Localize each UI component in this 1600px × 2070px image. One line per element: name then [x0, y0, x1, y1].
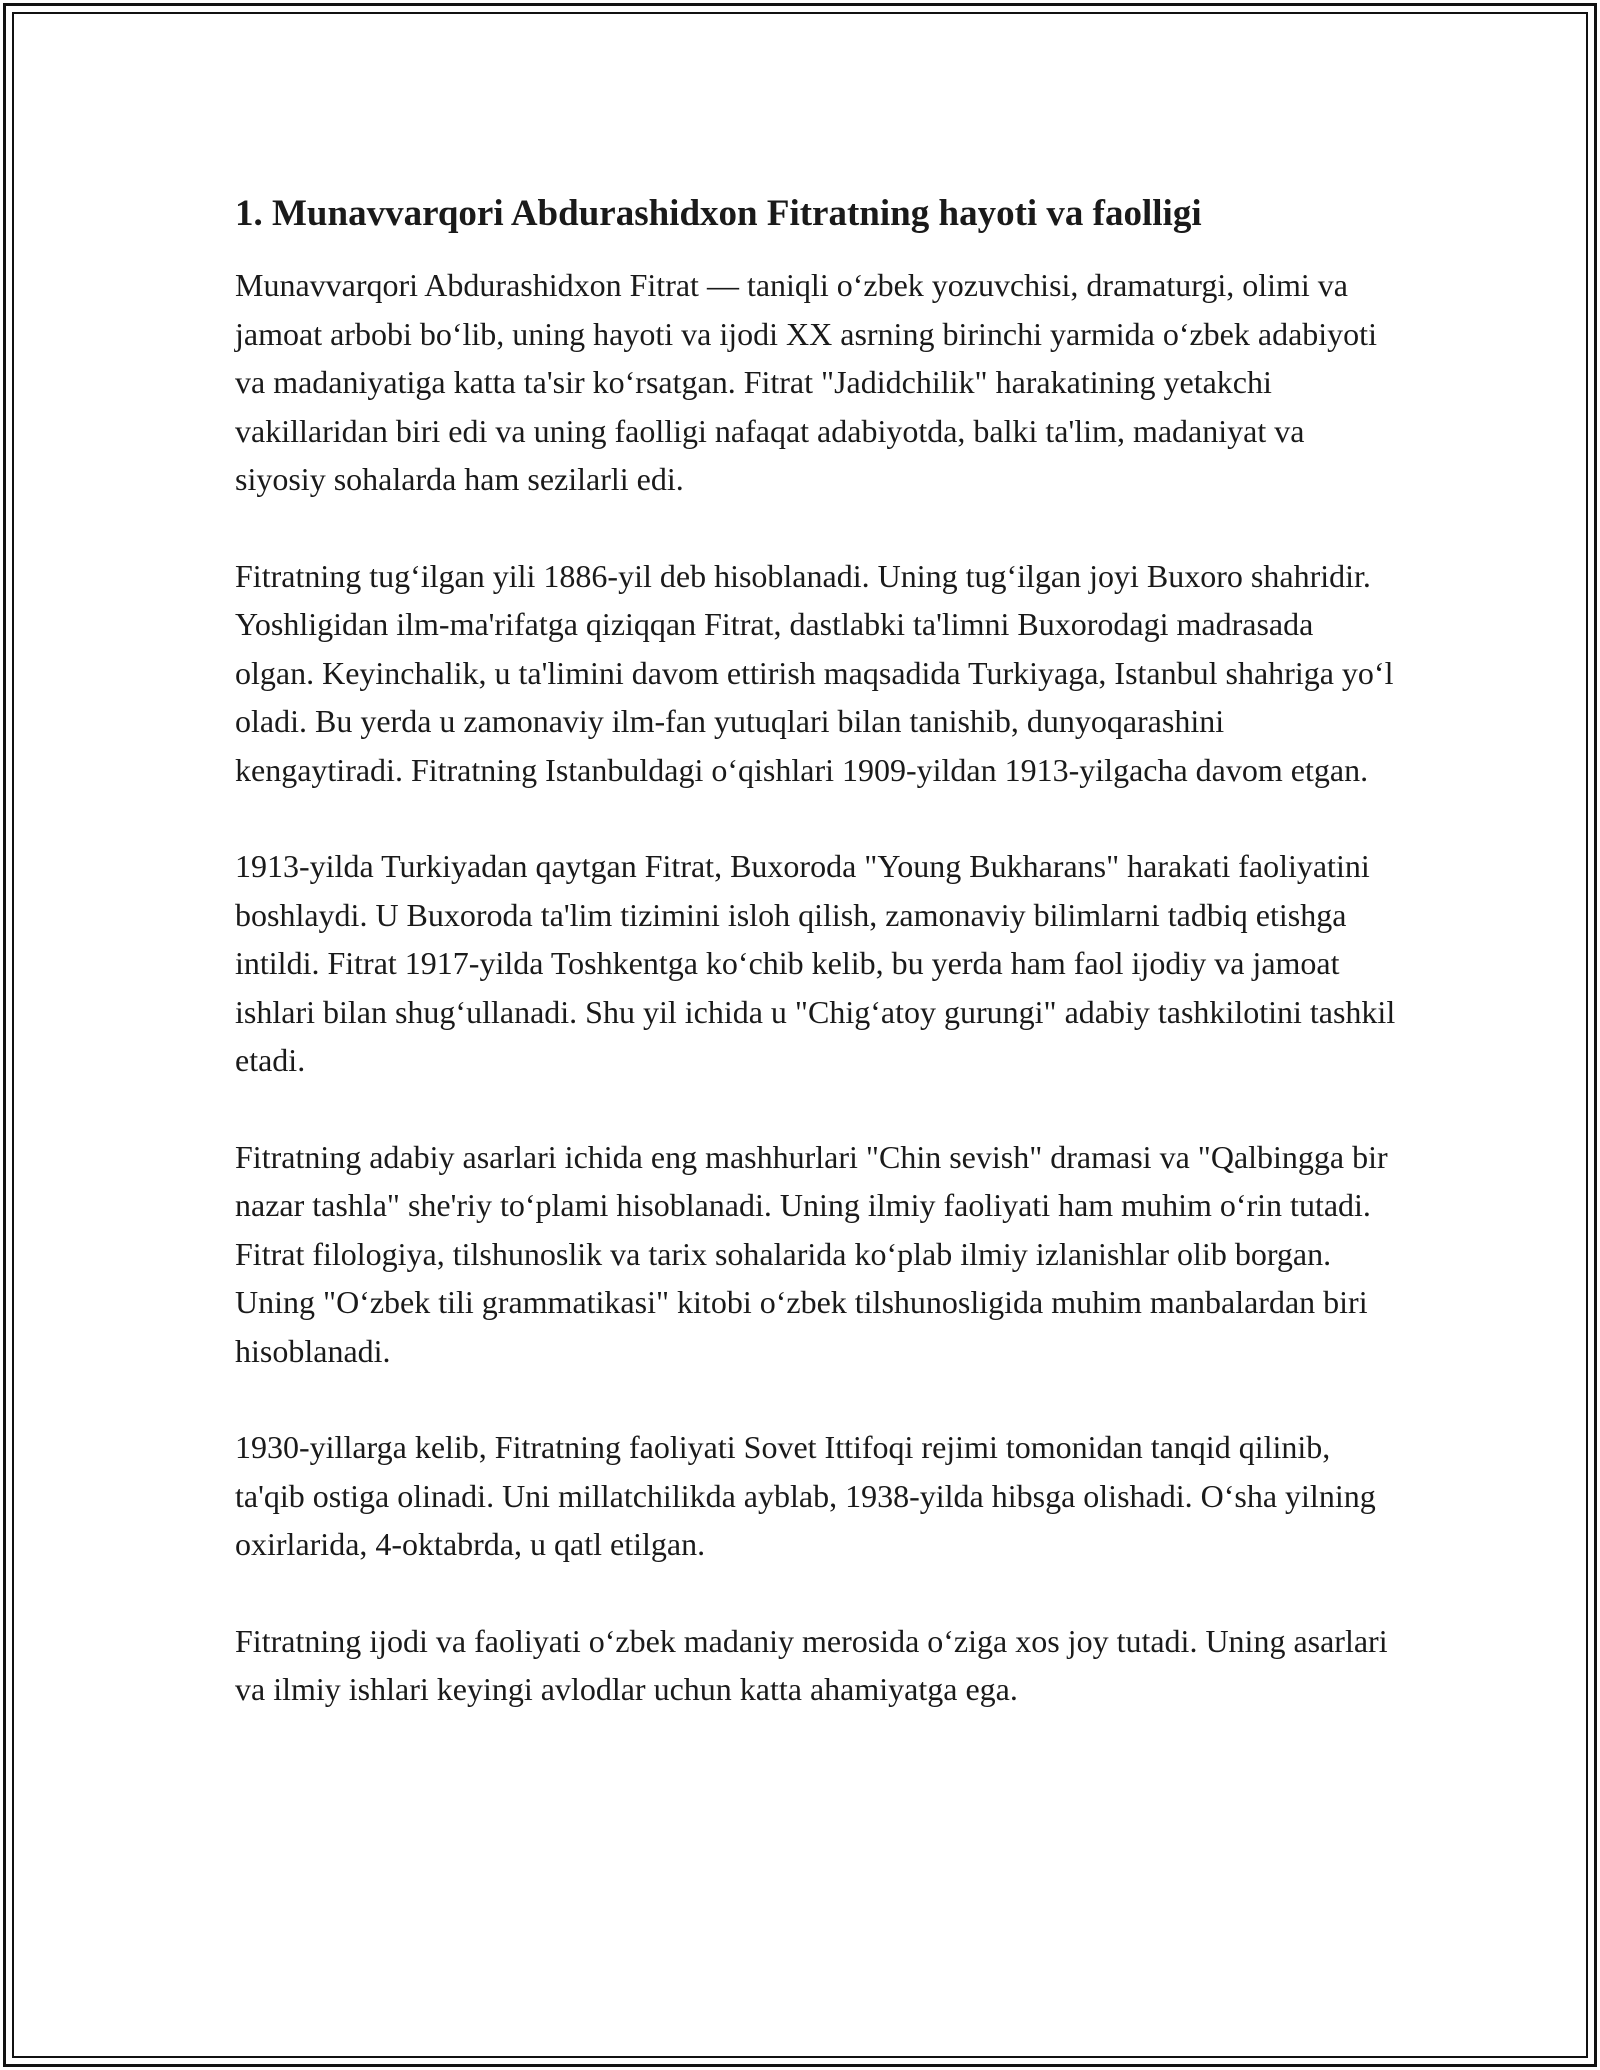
- paragraph-return-bukhara: 1913-yilda Turkiyadan qaytgan Fitrat, Buxoroda "Young Bukharans" harakati faoliyatini boshlaydi. U Buxoroda ta'lim tizimini isloh qilish, zamonaviy bilimlarni tadbiq etishga intildi. Fitrat 1917-yilda Toshkentga ko‘chib kelib, bu yerda ham faol ijodiy va jamoat ishlari bilan shug‘ullanadi. Shu yil ichida u "Chig‘atoy gurungi" adabiy tashkilotini tashkil etadi.: [235, 848, 1396, 1078]
- document-body: [235, 186, 1400, 1762]
- section-heading: 1. Munavvarqori Abdurashidxon Fitratning hayoti va faolligi: [235, 193, 1202, 234]
- paragraph-early-life: Fitratning tug‘ilgan yili 1886-yil deb hisoblanadi. Uning tug‘ilgan joyi Buxoro shahridir. Yoshligidan ilm-ma'rifatga qiziqqan Fitrat, dastlabki ta'limni Buxorodagi madrasada olgan. Keyinchalik, u ta'limini davom ettirish maqsadida Turkiyaga, Istanbul shahriga yo‘l oladi. Bu yerda u zamonaviy ilm-fan yutuqlari bilan tanishib, dunyoqarashini kengaytiradi. Fitratning Istanbuldagi o‘qishlari 1909-yildan 1913-yilgacha davom etgan.: [235, 557, 1394, 788]
- paragraph-legacy: Fitratning ijodi va faoliyati o‘zbek madaniy merosida o‘ziga xos joy tutadi. Uning asarlari va ilmiy ishlari keyingi avlodlar uchun katta ahamiyatga ega.: [235, 1622, 1388, 1707]
- paragraph-persecution: 1930-yillarga kelib, Fitratning faoliyati Sovet Ittifoqi rejimi tomonidan tanqid qilinib, ta'qib ostiga olinadi. Uni millatchilikda ayblab, 1938-yilda hibsga olishadi. O‘sha yilning oxirlarida, 4-oktabrda, u qatl etilgan.: [235, 1429, 1376, 1562]
- paragraph-intro: Munavvarqori Abdurashidxon Fitrat — taniqli o‘zbek yozuvchisi, dramaturgi, olimi va jamoat arbobi bo‘lib, uning hayoti va ijodi XX asrning birinchi yarmida o‘zbek adabiyoti va madaniyatiga katta ta'sir ko‘rsatgan. Fitrat "Jadidchilik" harakatining yetakchi vakillaridan biri edi va uning faolligi nafaqat adabiyotda, balki ta'lim, madaniyat va siyosiy sohalarda ham sezilarli edi.: [235, 267, 1377, 497]
- paragraph-literary-works: Fitratning adabiy asarlari ichida eng mashhurlari "Chin sevish" dramasi va "Qalbingga bir nazar tashla" she'riy to‘plami hisoblanadi. Uning ilmiy faoliyati ham muhim o‘rin tutadi. Fitrat filologiya, tilshunoslik va tarix sohalarida ko‘plab ilmiy izlanishlar olib borgan. Uning "O‘zbek tili grammatikasi" kitobi o‘zbek tilshunosligida muhim manbalardan biri hisoblanadi.: [235, 1138, 1388, 1369]
